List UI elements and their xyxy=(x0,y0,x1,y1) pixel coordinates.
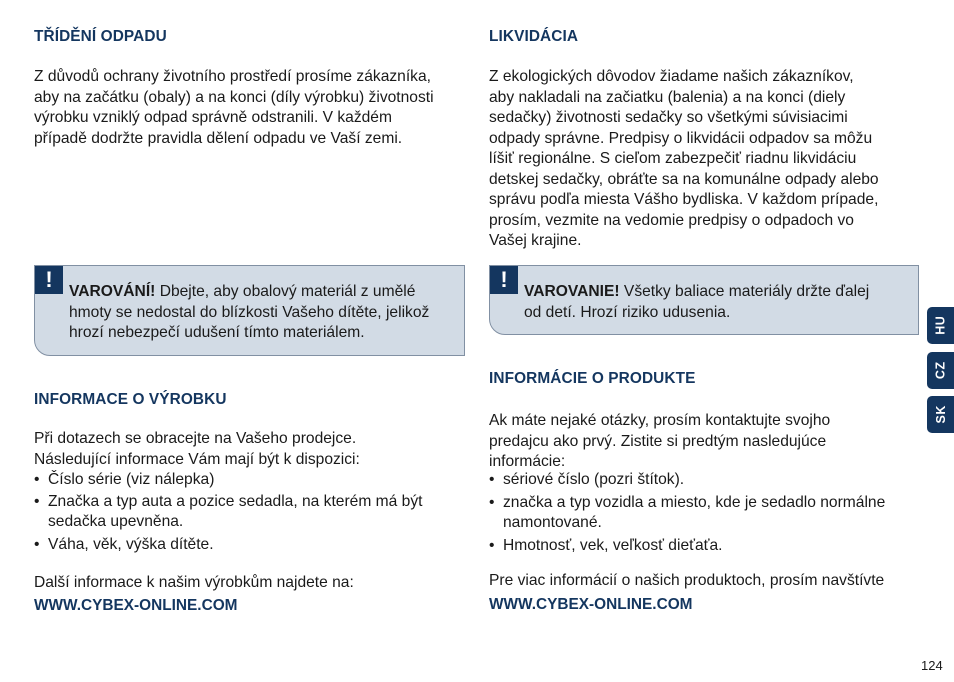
text-line: výrobku vzniklý odpad správně odstranili. V každém xyxy=(34,109,392,126)
warning-label: VAROVÁNÍ! xyxy=(69,283,156,300)
text-line: správu podľa miesta Vášho bydliska. V každom prípade, xyxy=(489,191,879,208)
list-item: • Značka a typ auta a pozice sedadla, na kterém má být sedačka upevněna. xyxy=(34,492,423,530)
heading-disposal: LIKVIDÁCIA xyxy=(489,28,579,45)
warning-box xyxy=(34,265,465,356)
list-item: • Váha, věk, výška dítěte. xyxy=(34,535,214,553)
text-line: případě dodržte pravidla dělení odpadu ve Vaší zemi. xyxy=(34,129,403,147)
text-line: Vašej krajine. xyxy=(489,232,582,249)
text-line: aby nakladali na začiatku (balenia) a na konci (diely xyxy=(489,88,846,106)
text-line: Při dotazech se obracejte na Vašeho prodejce. xyxy=(34,430,357,447)
product-info-intro xyxy=(34,429,360,470)
more-info-text: Pre viac informácií o našich produktoch, prosím navštívte xyxy=(489,572,885,589)
warning-icon: ! xyxy=(490,266,518,294)
text-line: sedačky) životnosti sedačky so všetkými súvisiacimi xyxy=(489,109,848,126)
disposal-text xyxy=(489,67,879,252)
page-number: 124 xyxy=(921,658,943,673)
text-line: hrozí nebezpečí udušení tímto materiálem. xyxy=(69,324,365,341)
product-info-list xyxy=(34,470,422,555)
more-info-text: Další informace k našim výrobkům najdete na: xyxy=(34,574,354,591)
website-link[interactable]: WWW.CYBEX-ONLINE.COM xyxy=(489,596,693,613)
warning-text xyxy=(524,282,914,323)
product-info-list xyxy=(489,470,885,556)
text-line: Z ekologických dôvodov žiadame našich zákazníkov, xyxy=(489,68,854,85)
product-info-intro xyxy=(489,411,830,473)
text-line: prosím, vezmite na vedomie predpisy o odpadoch vo xyxy=(489,211,854,229)
heading-product-info: INFORMÁCIE O PRODUKTE xyxy=(489,370,696,387)
text-line: líšiť regionálne. S cieľom zabezpečiť riadnu likvidáciu xyxy=(489,150,857,167)
list-item: • značka a typ vozidla a miesto, kde je sedadlo normálne namontované. xyxy=(489,493,886,531)
warning-box xyxy=(489,265,919,335)
list-item: • sériové číslo (pozri štítok). xyxy=(489,471,685,488)
heading-waste-sorting: TŘÍDĚNÍ ODPADU xyxy=(34,28,167,45)
text-line: Dbejte, aby obalový materiál z umělé xyxy=(155,283,416,300)
text-line: hmoty se nedostal do blízkosti Vašeho dítěte, jelikož xyxy=(69,303,430,321)
text-line: Následující informace Vám mají být k dispozici: xyxy=(34,450,360,468)
list-item: • Číslo série (viz nálepka) xyxy=(34,471,215,488)
list-item: • Hmotnosť, vek, veľkosť dieťaťa. xyxy=(489,536,723,554)
text-line: Z důvodů ochrany životního prostředí prosíme zákazníka, xyxy=(34,68,431,85)
warning-label: VAROVANIE! xyxy=(524,283,620,300)
language-tab-cz[interactable]: CZ xyxy=(927,352,954,389)
warning-icon: ! xyxy=(35,266,63,294)
language-tab-hu[interactable]: HU xyxy=(927,307,954,344)
text-line: od detí. Hrozí riziko udusenia. xyxy=(524,303,731,321)
warning-text xyxy=(69,282,460,344)
waste-sorting-text xyxy=(34,67,434,149)
language-tab-sk[interactable]: SK xyxy=(927,396,954,433)
text-line: detskej sedačky, obráťte sa na komunálne odpady alebo xyxy=(489,170,879,188)
text-line: Ak máte nejaké otázky, prosím kontaktujte svojho xyxy=(489,412,831,429)
website-link[interactable]: WWW.CYBEX-ONLINE.COM xyxy=(34,597,238,614)
text-line: odpady správne. Predpisy o likvidácii odpadov sa môžu xyxy=(489,129,873,147)
text-line: predajcu ako prvý. Zistite si predtým nasledujúce xyxy=(489,432,827,450)
text-line: Všetky baliace materiály držte ďalej xyxy=(619,283,870,300)
text-line: aby na začátku (obaly) a na konci (díly výrobku) životnosti xyxy=(34,88,434,106)
text-line: informácie: xyxy=(489,453,566,470)
heading-product-info: INFORMACE O VÝROBKU xyxy=(34,391,227,408)
